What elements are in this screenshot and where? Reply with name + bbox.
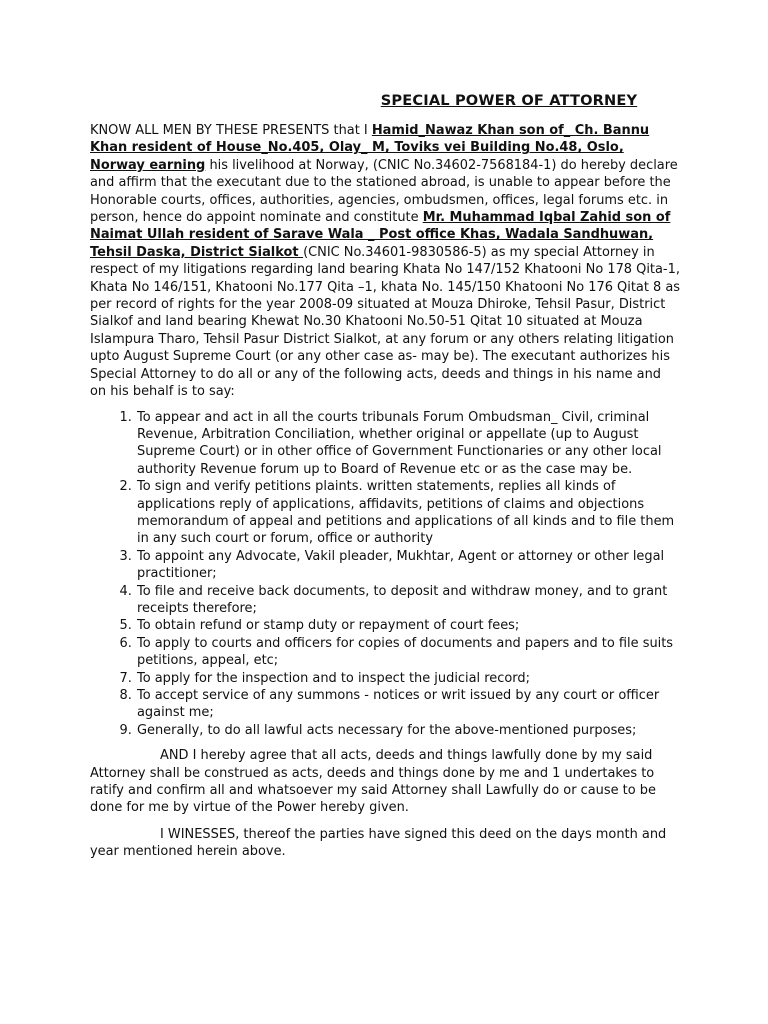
principal-details: Hamid_Nawaz Khan son of_ Ch. Bannu Khan resident of House_No.405, Olay_ M, Toviks vei Building No.48, Oslo, Norway earning bbox=[90, 123, 650, 173]
intro-text-1: KNOW ALL MEN BY THESE PRESENTS that I bbox=[90, 123, 372, 138]
document-body bbox=[90, 122, 680, 861]
list-item: 1. To appear and act in all the courts tribunals Forum Ombudsman_ Civil, criminal Revenue, Arbitration Conciliation, whether original or appellate (up to August Supreme Court) or in other office of Government Functionaries or any other local authority Revenue forum up to Board of Revenue etc or as the case may be. bbox=[136, 409, 680, 479]
list-item: 9. Generally, to do all lawful acts necessary for the above-mentioned purposes; bbox=[136, 722, 680, 739]
list-item: 5. To obtain refund or stamp duty or repayment of court fees; bbox=[136, 617, 680, 634]
page-title: SPECIAL POWER OF ATTORNEY bbox=[380, 92, 638, 109]
witness-paragraph: I WINESSES, thereof the parties have signed this deed on the days month and year mentioned herein above. bbox=[90, 826, 667, 860]
list-item: 7. To apply for the inspection and to inspect the judicial record; bbox=[136, 670, 680, 687]
intro-text-2: his livelihood at Norway, (CNIC No.34602-7568184-1) do hereby declare and affirm that the executant due to the stationed abroad, is unable to appear before the Honorable courts, offices, authorities, agencies, ombudsmen, offices, legal forums etc. in person, hence do appoint nominate and constitute bbox=[90, 157, 678, 226]
list-item: 8. To accept service of any summons - notices or writ issued by any court or officer against me; bbox=[136, 687, 680, 722]
list-item: 4. To file and receive back documents, to deposit and withdraw money, and to grant receipts therefore; bbox=[136, 583, 680, 618]
intro-paragraph bbox=[90, 122, 680, 401]
agreement-paragraph: AND I hereby agree that all acts, deeds and things lawfully done by my said Attorney shall be construed as acts, deeds and things done by me and 1 undertakes to ratify and confirm all and whatsoever my said Attorney shall Lawfully do or cause to be done for me by virtue of the Power hereby given. bbox=[90, 748, 656, 816]
powers-list bbox=[90, 409, 680, 740]
intro-text-3: (CNIC No.34601-9830586-5) as my special Attorney in respect of my litigations regarding land bearing Khata No 147/152 Khatooni No 178 Qita-1, Khata No 146/151, Khatooni No.177 Qita –1, khata No. 145/150 Khatooni No 176 Qitat 8 as per record of rights for the year 2008-09 situated at Mouza Dhiroke, Tehsil Pasur, District Sialkof and land bearing Khewat No.30 Khatooni No.50-51 Qitat 10 situated at Mouza Islampura Tharo, Tehsil Pasur District Sialkot, at any forum or any others relating litigation upto August Supreme Court (or any other case as- may be). The executant authorizes his Special Attorney to do all or any of the following acts, deeds and things in his name and on his behalf is to say: bbox=[90, 244, 681, 400]
list-item: 6. To apply to courts and officers for copies of documents and papers and to file suits petitions, appeal, etc; bbox=[136, 635, 680, 670]
attorney-details: Mr. Muhammad Iqbal Zahid son of Naimat Ullah resident of Sarave Wala _ Post office Khas, Wadala Sandhuwan, Tehsil Daska, District Sialkot bbox=[90, 210, 671, 260]
list-item: 2. To sign and verify petitions plaints. written statements, replies all kinds of applications reply of applications, affidavits, petitions of claims and objections memorandum of appeal and petitions and applications of all kinds and to file them in any such court or forum, office or authority bbox=[136, 478, 680, 548]
list-item: 3. To appoint any Advocate, Vakil pleader, Mukhtar, Agent or attorney or other legal practitioner; bbox=[136, 548, 680, 583]
